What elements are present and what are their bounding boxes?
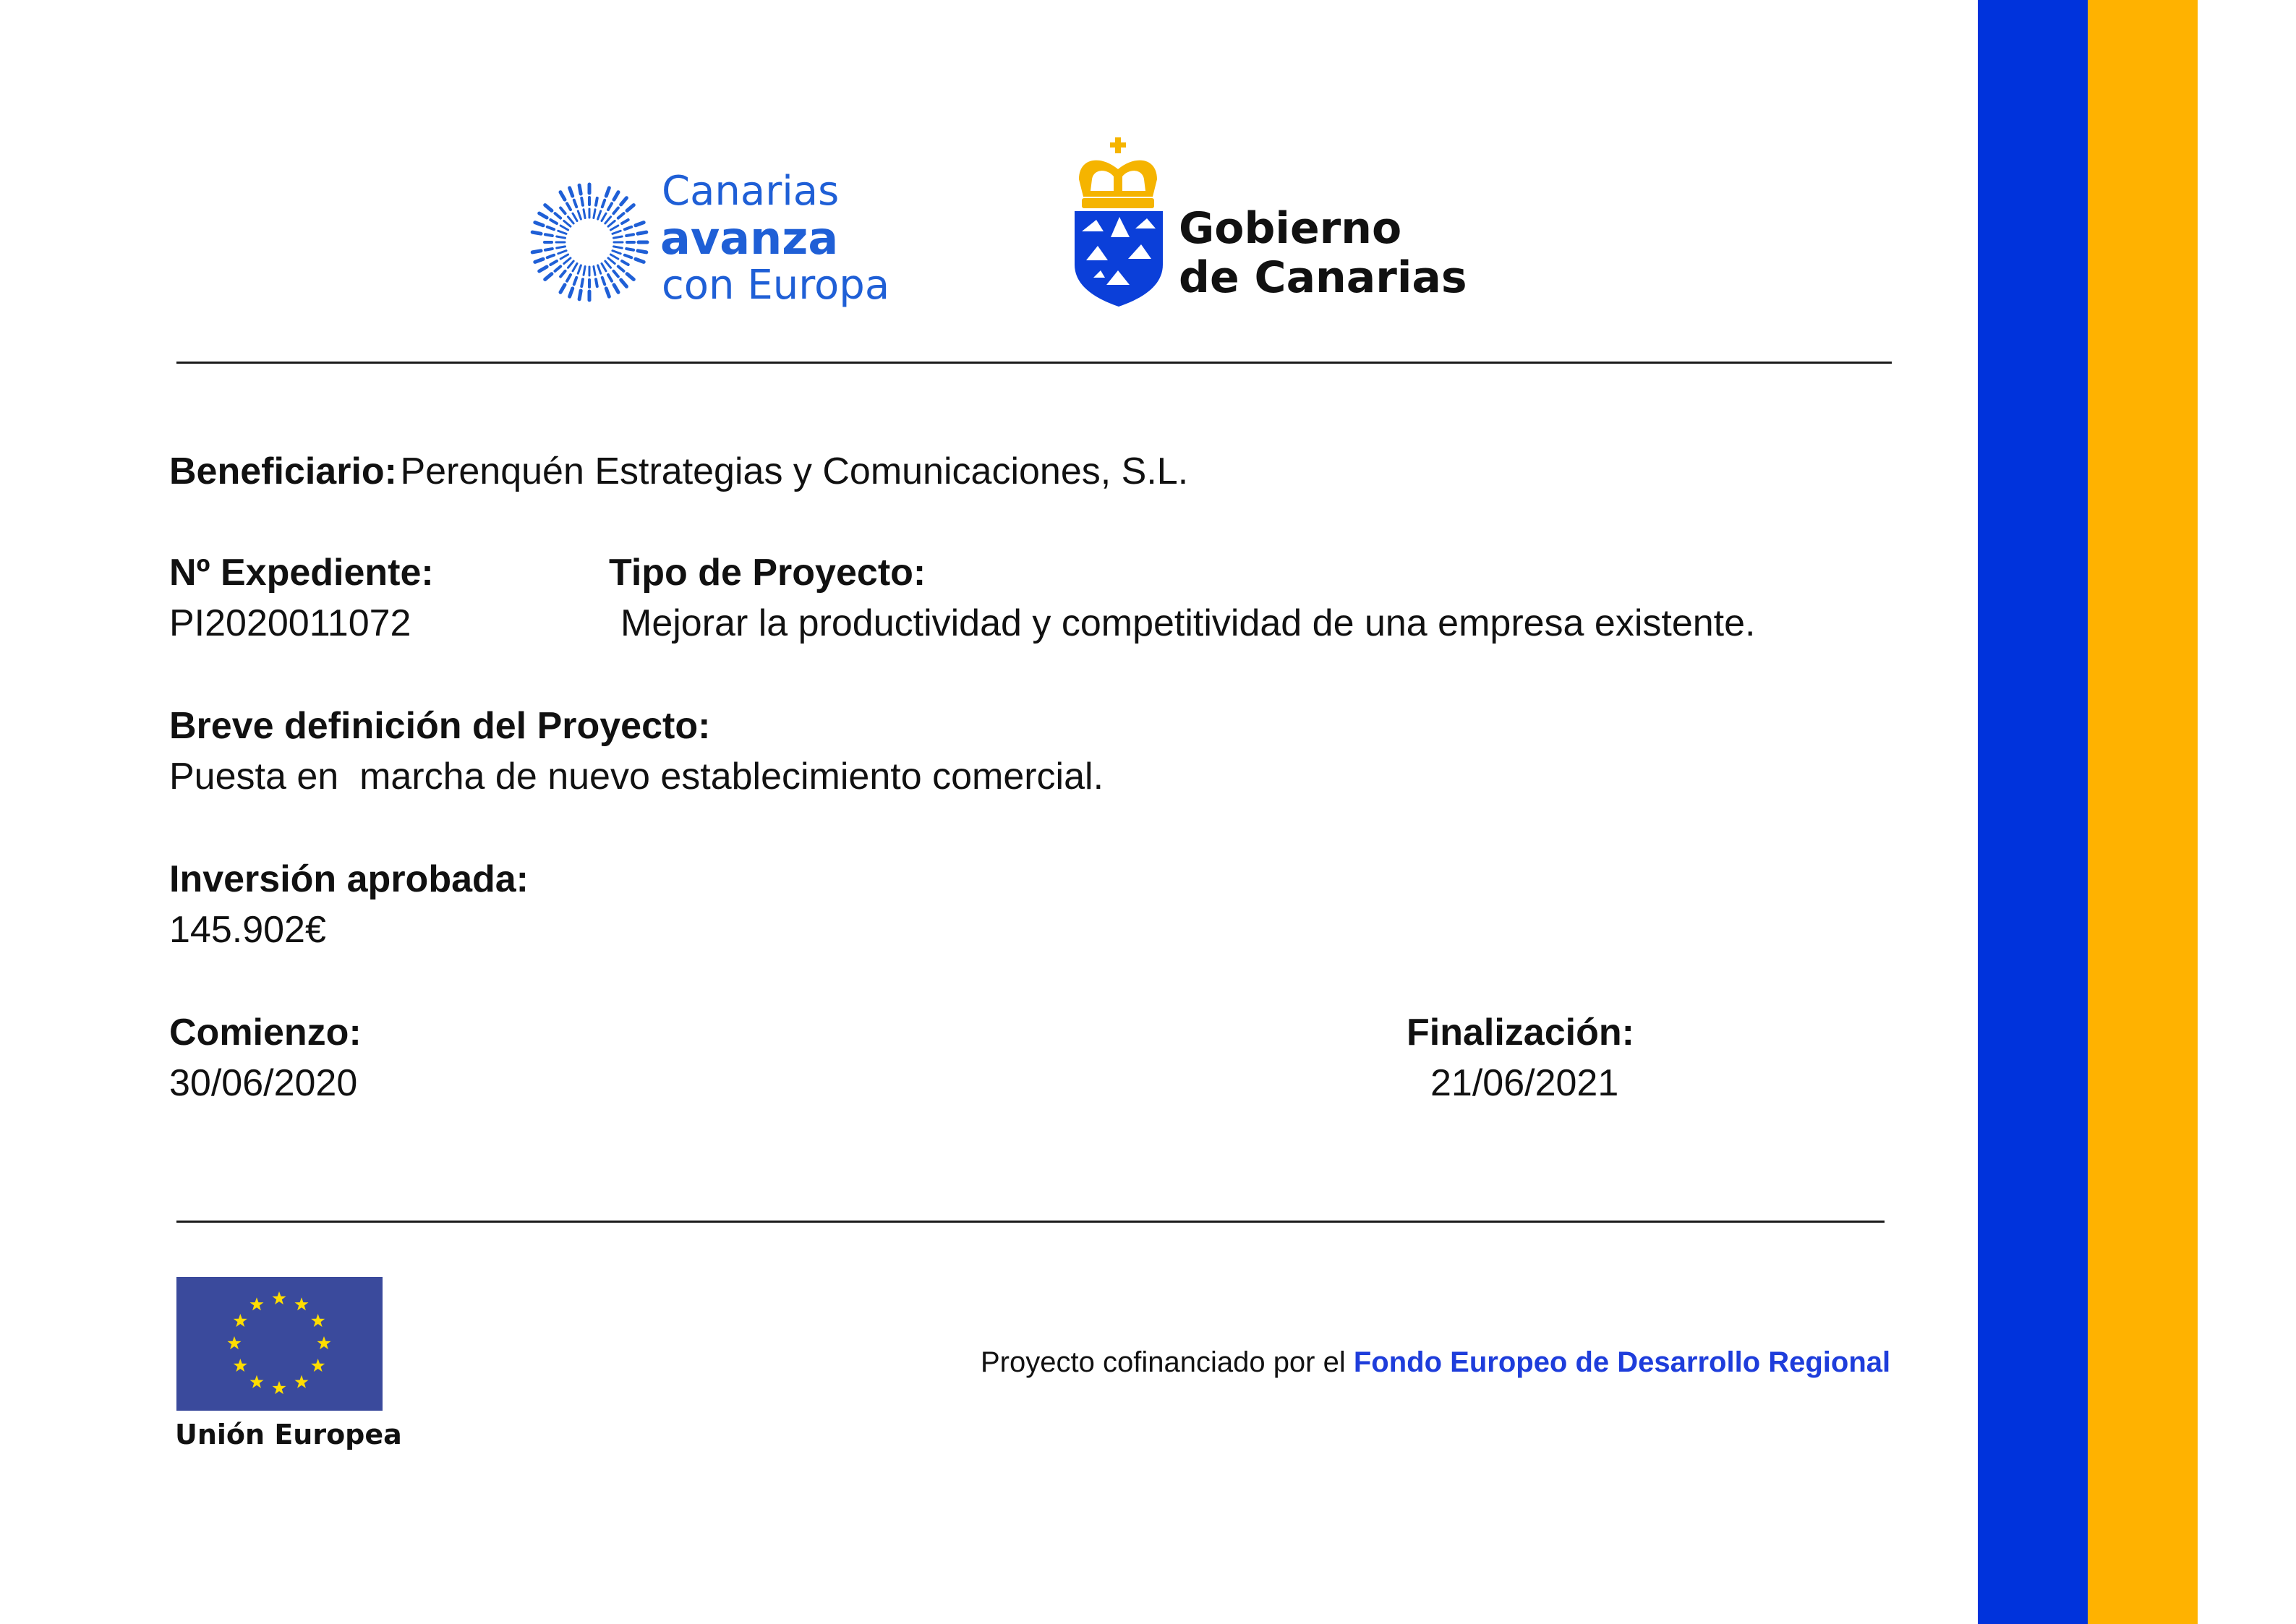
gobierno-line1: Gobierno [1179, 203, 1402, 254]
eu-star [273, 1291, 286, 1304]
finalizacion-value: 21/06/2021 [1430, 1062, 1619, 1104]
crown-shield-icon [1072, 136, 1166, 309]
cofinanciado-note [981, 1346, 1890, 1379]
expediente-value: PI2020011072 [169, 602, 411, 644]
eu-caption: Unión Europea [175, 1419, 402, 1450]
sunburst-icon [524, 174, 654, 311]
canarias-avanza-logo [524, 174, 654, 311]
eu-star [234, 1359, 247, 1372]
canarias-avanza-line1: Canarias [662, 168, 840, 215]
definicion-label: Breve definición del Proyecto: [169, 705, 711, 747]
tipo-proyecto-value: Mejorar la productividad y competitividad de una empresa existente. [620, 602, 1756, 644]
cofinanciado-prefix: Proyecto cofinanciado por el [981, 1346, 1354, 1378]
comienzo-value: 30/06/2020 [169, 1062, 358, 1104]
eu-star [228, 1336, 242, 1349]
comienzo-label: Comienzo: [169, 1012, 362, 1054]
gobierno-canarias-emblem [1072, 136, 1166, 309]
beneficiario-value: Perenquén Estrategias y Comunicaciones, S.L. [400, 450, 1189, 492]
yellow-side-stripe [2088, 0, 2198, 1624]
eu-star [317, 1336, 331, 1349]
fund-name: Fondo Europeo de Desarrollo Regional [1353, 1346, 1891, 1378]
eu-star [311, 1314, 325, 1327]
top-divider [176, 362, 1892, 364]
canarias-avanza-line2: avanza [660, 212, 839, 265]
bottom-divider [176, 1221, 1885, 1223]
eu-flag [176, 1277, 383, 1411]
eu-star [250, 1375, 264, 1388]
eu-star [234, 1314, 247, 1327]
beneficiario-label: Beneficiario: [169, 450, 397, 492]
inversion-label: Inversión aprobada: [169, 858, 529, 900]
eu-star [250, 1297, 264, 1310]
finalizacion-label: Finalización: [1407, 1012, 1634, 1054]
eu-star [273, 1381, 286, 1394]
eu-stars-icon [176, 1277, 383, 1411]
beneficiario-row [169, 450, 1188, 493]
blue-side-stripe [1978, 0, 2088, 1624]
eu-star [295, 1375, 309, 1388]
eu-star [311, 1359, 325, 1372]
gobierno-line2: de Canarias [1179, 252, 1467, 303]
expediente-label: Nº Expediente: [169, 552, 434, 594]
canarias-avanza-line3: con Europa [662, 262, 890, 309]
eu-star [295, 1297, 309, 1310]
tipo-proyecto-label: Tipo de Proyecto: [609, 552, 926, 594]
inversion-value: 145.902€ [169, 909, 326, 951]
definicion-value: Puesta en marcha de nuevo establecimiento comercial. [169, 756, 1104, 798]
